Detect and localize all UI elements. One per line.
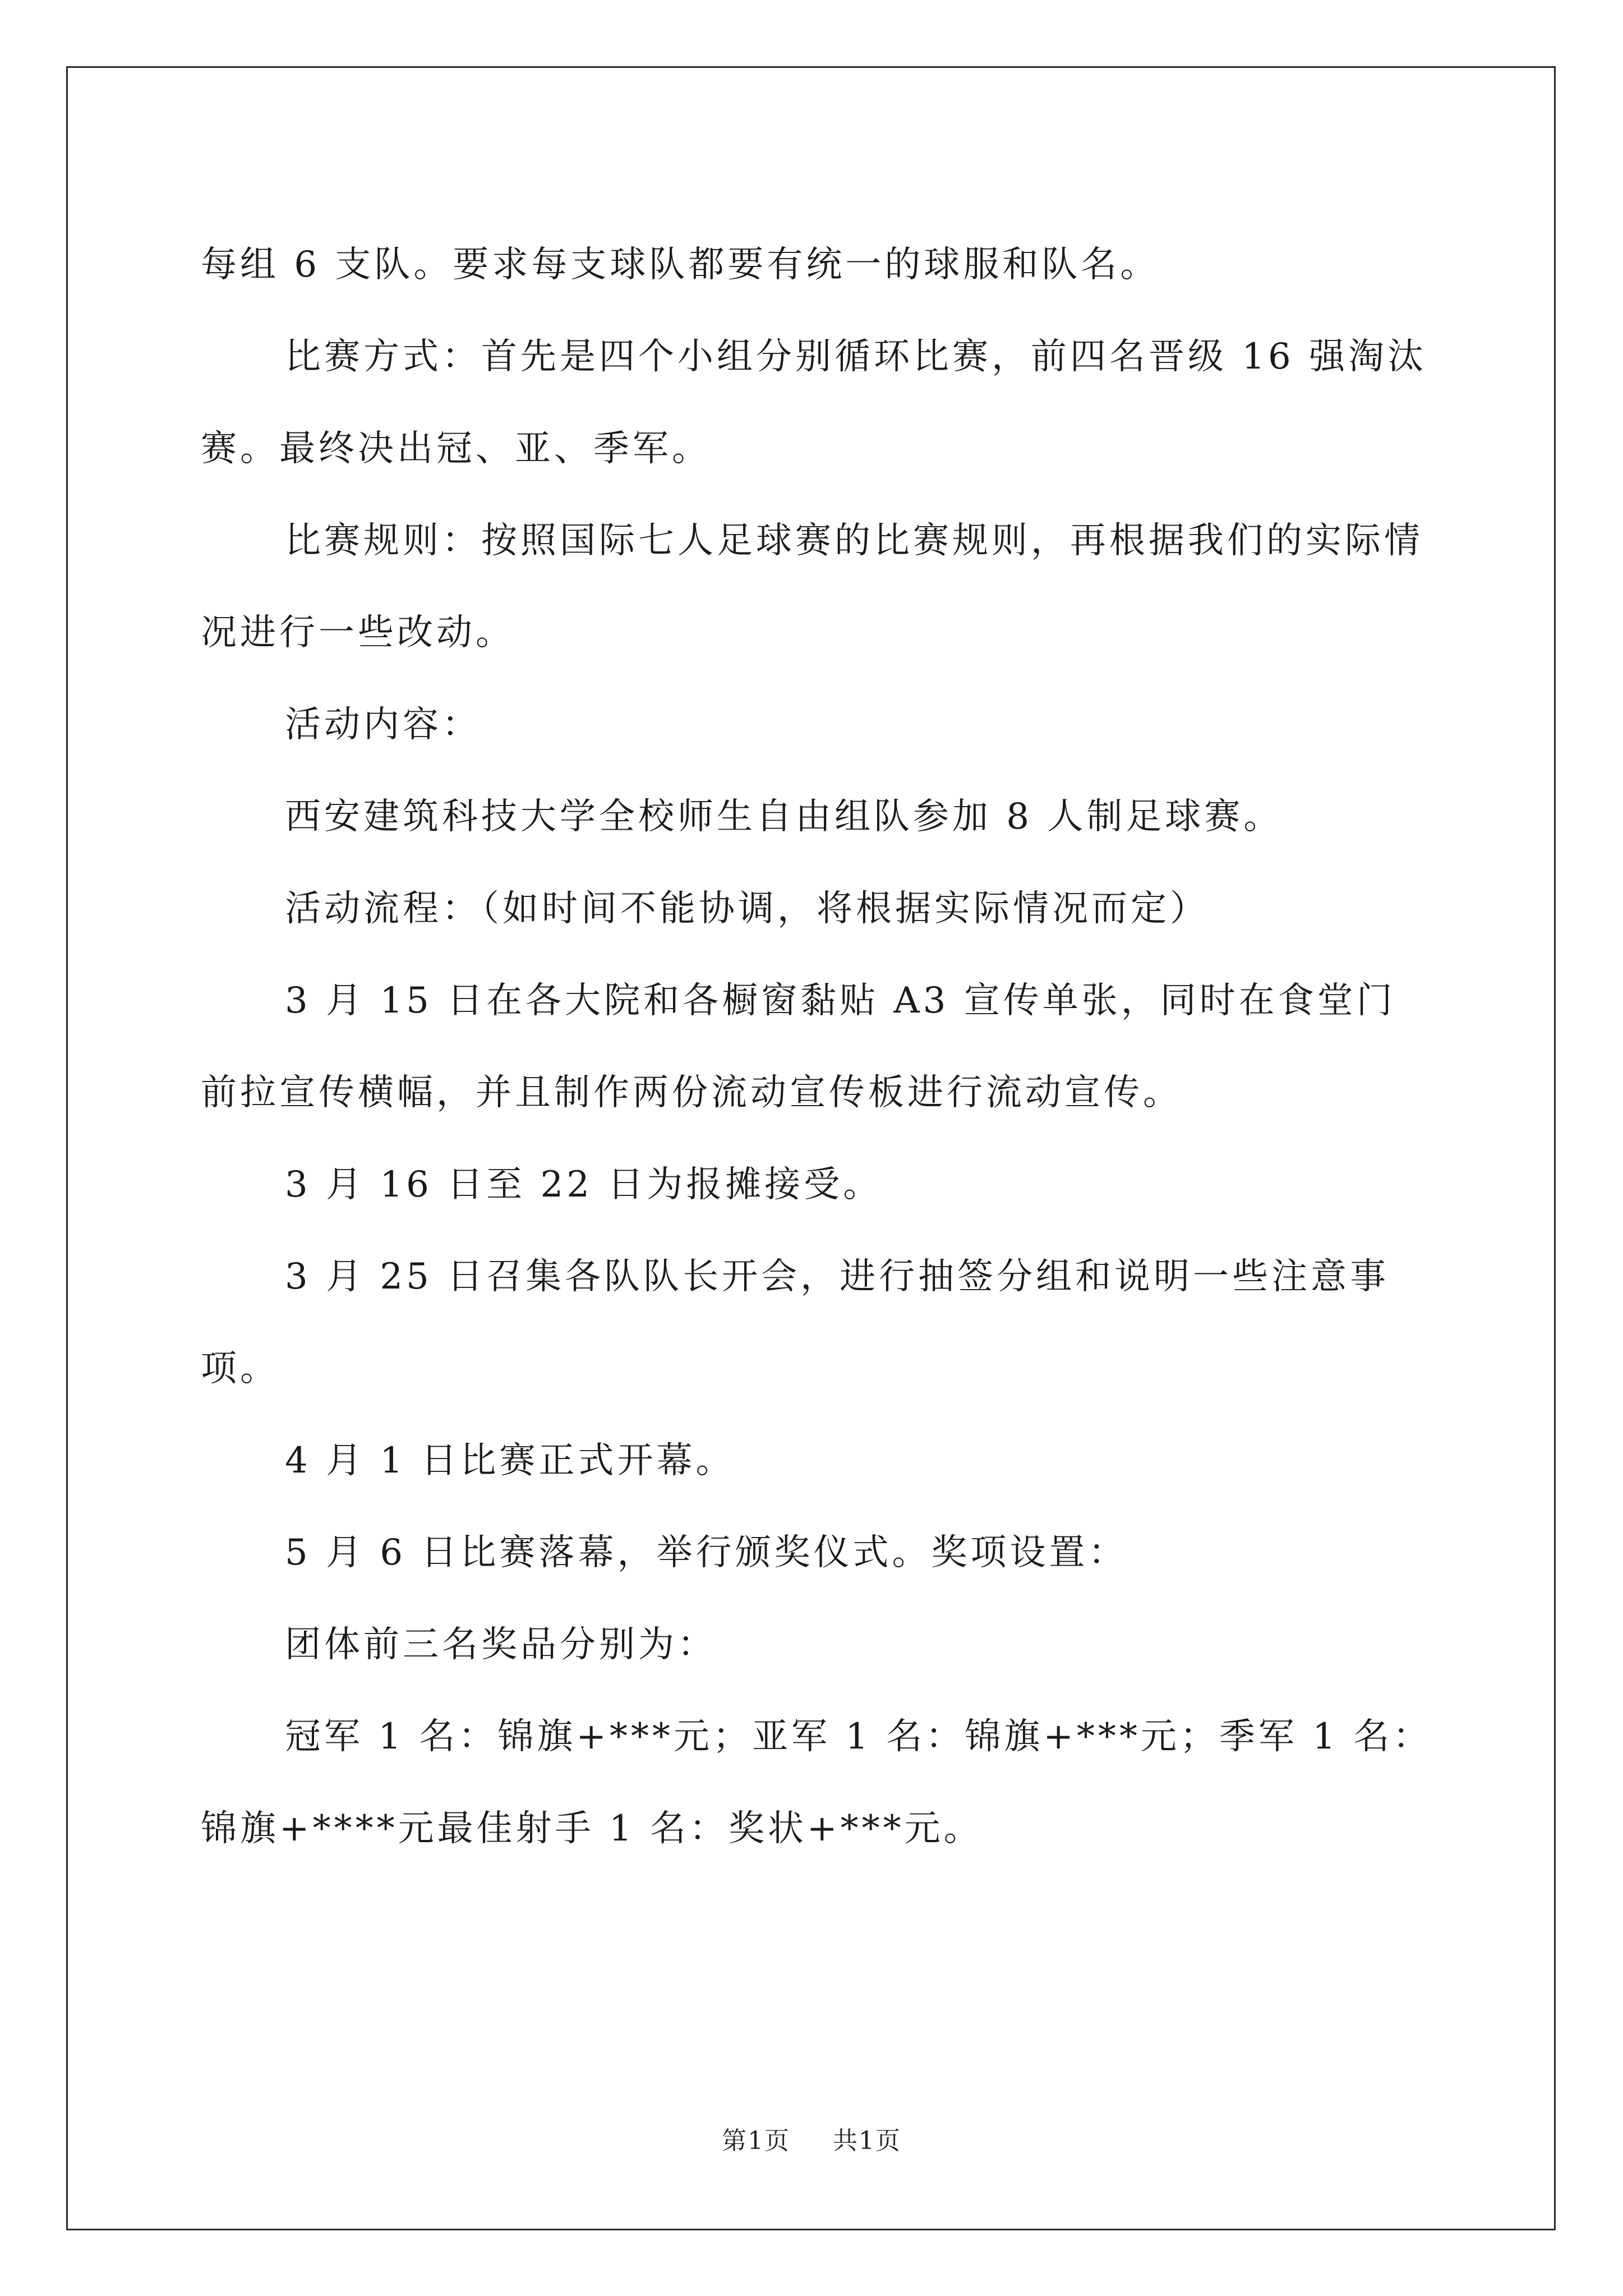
document-body [201,219,1435,1875]
page-number-total: 共1页 [833,2127,901,2155]
paragraph-march-16-22: 3 月 16 日至 22 日为报摊接受。 [285,1164,883,1205]
paragraph-match-format: 比赛方式：首先是四个小组分别循环比赛，前四名晋级 16 强淘汰赛。最终决出冠、亚、季军。 [201,336,1427,470]
paragraph-april-1: 4 月 1 日比赛正式开幕。 [285,1440,735,1481]
paragraph-prizes-heading: 团体前三名奖品分别为： [285,1624,717,1665]
page-number-current: 第1页 [722,2127,790,2155]
paragraph-may-6: 5 月 6 日比赛落幕，举行颁奖仪式。奖项设置： [285,1532,1128,1573]
page-footer [0,2120,1623,2156]
paragraph-activity-flow-heading: 活动流程：（如时间不能协调，将根据实际情况而定） [285,888,1209,930]
paragraph-march-15: 3 月 15 日在各大院和各橱窗黏贴 A3 宣传单张，同时在食堂门前拉宣传横幅，并且制作两份流动宣传板进行流动宣传。 [201,980,1396,1114]
paragraph-match-rules: 比赛规则：按照国际七人足球赛的比赛规则，再根据我们的实际情况进行一些改动。 [201,520,1423,654]
paragraph-march-25: 3 月 25 日召集各队队长开会，进行抽签分组和说明一些注意事项。 [201,1256,1390,1389]
paragraph-prizes-detail: 冠军 1 名：锦旗+***元；亚军 1 名：锦旗+***元；季军 1 名：锦旗+****元最佳射手 1 名：奖状+***元。 [201,1716,1432,1849]
paragraph-team-groups: 每组 6 支队。要求每支球队都要有统一的球服和队名。 [201,244,1160,286]
paragraph-activity-content-heading: 活动内容： [285,704,481,746]
paragraph-activity-content: 西安建筑科技大学全校师生自由组队参加 8 人制足球赛。 [285,796,1283,838]
